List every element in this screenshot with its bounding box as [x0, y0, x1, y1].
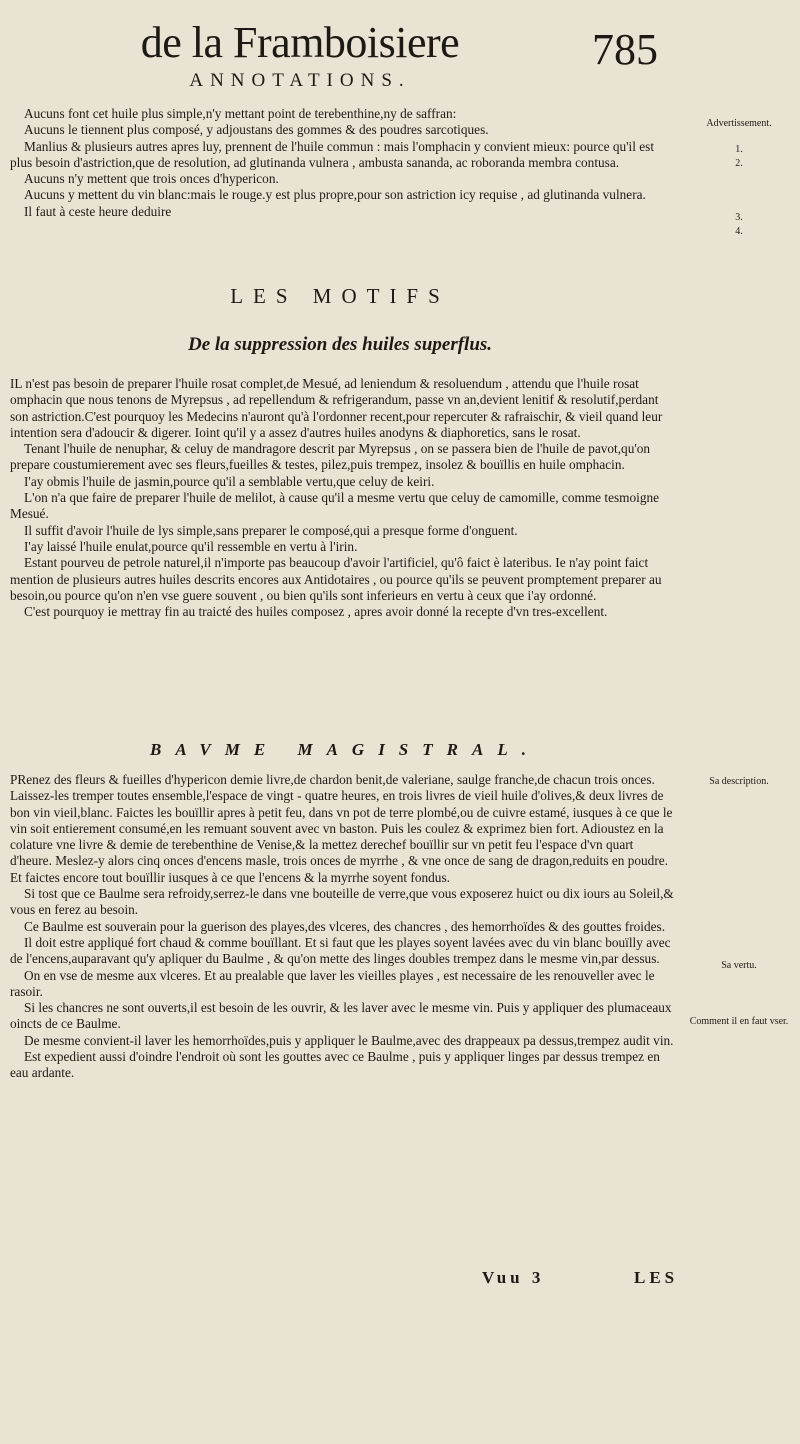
baume-paragraph-5: On en vse de mesme aux vlceres. Et au prealable que laver les vieilles playes , est necessaire de les renouveller avec le rasoir. [10, 967, 655, 999]
annotation-1: Aucuns font cet huile plus simple,n'y mettant point de terebenthine,ny de saffran: [24, 106, 457, 121]
running-head: de la Framboisiere [140, 18, 460, 67]
catchword: LES [634, 1268, 679, 1287]
motifs-paragraph-3: I'ay obmis l'huile de jasmin,pource qu'il a semblable vertu,que celuy de keiri. [24, 473, 435, 489]
annotation-6: Il faut à ceste heure deduire [24, 203, 172, 219]
baume-paragraph-6: Si les chancres ne sont ouverts,il est besoin de les ouvrir, & les laver avec le mesme vin. Puis y appliquer des plumaceaux oincts de ce Baulme. [10, 1000, 672, 1032]
motifs-paragraph-5: Il suffit d'avoir l'huile de lys simple,sans preparer le composé,qui a presque forme d'onguent. [24, 522, 518, 538]
baume-paragraph-2: Si tost que ce Baulme sera refroidy,serrez-le dans vne bouteille de verre,que vous exposerez huict ou dix iours au Soleil,& vous en ferez au besoin. [10, 886, 674, 918]
annotation-4: Aucuns n'y mettent que trois onces d'hypericon. [24, 171, 279, 187]
motifs-paragraph-2: Tenant l'huile de nenuphar, & celuy de mandragore descrit par Myrepsus , on se passera bien de l'huile de pavot,qu'on prepare coustumierement avec ses fleurs,fueilles & testes, pilez,puis trempez, insolez & bouïllis en huile omphacin. [10, 441, 651, 473]
baume-paragraph-7: De mesme convient-il laver les hemorrhoïdes,puis y appliquer le Baulme,avec des drappeaux pa dessus,trempez audit vin. [24, 1032, 674, 1048]
motifs-heading: LES MOTIFS [230, 284, 450, 308]
signature-mark: Vuu 3 [482, 1268, 545, 1287]
margin-note-advertissement: Advertissement. [706, 118, 772, 129]
annotations-heading: ANNOTATIONS. [189, 70, 411, 91]
annotations-block [10, 106, 678, 220]
motifs-paragraph-4: L'on n'a que faire de preparer l'huile de melilot, à cause qu'il a mesme vertu que celuy de camomille, comme tesmoigne Mesué. [10, 490, 660, 522]
motifs-paragraph-8: C'est pourquoy ie mettray fin au traicté des huiles composez , apres avoir donné la recepte d'vn tres-excellent. [24, 604, 608, 620]
motifs-paragraph-7: Estant pourveu de petrole naturel,il n'importe pas beaucoup d'avoir l'artificiel, qu'ô faict è lateribus. Ie n'ay point faict mention de plusieurs autres huiles descrits encores aux Antidotaires , ou pource qu'ils se peuvent promptement preparer au besoin,ou pource qu'on n'en vse guere souvent , ou bien qu'ils sont inferieurs en vertu à ceux que i'ay ordonné. [10, 555, 662, 603]
margin-note-3: 3. [735, 212, 743, 223]
motifs-subtitle: De la suppression des huiles superflus. [187, 334, 493, 355]
page-number: 785 [592, 25, 658, 74]
margin-note-vertu: Sa vertu. [721, 960, 757, 971]
baume-heading: BAVME MAGISTRAL. [150, 740, 540, 759]
annotation-3: Manlius & plusieurs autres apres luy, prennent de l'huile commun : mais l'omphacin y convient mieux: pource qu'il est plus besoin d'astriction,que de resolution, ad glutinanda vulnera , ambusta sananda, ac roboranda membra contusa. [10, 138, 655, 170]
baume-block [10, 772, 678, 1082]
motifs-paragraph-1: IL n'est pas besoin de preparer l'huile rosat complet,de Mesué, ad leniendum & resoluendum , attendu que l'huile rosat omphacin que nous tenons de Myrepsus , ad repellendum & refrigerandum, passe vn an,devient lenitif & resolutif,perdant son astriction.C'est pourquoy les Medecins n'auront qu'à l'ordonner recent,pour repercuter & rafraischir, & vieil quand leur intention sera d'adoucir & digerer. Ioint qu'il y a assez d'autres huiles anodyns & diaphoretics, sans le rosat. [10, 376, 663, 440]
margin-note-4: 4. [735, 226, 743, 237]
margin-note-usage: Comment il en faut vser. [689, 1016, 789, 1027]
motifs-paragraph-6: I'ay laissé l'huile enulat,pource qu'il ressemble en vertu à l'irin. [24, 538, 358, 554]
motifs-block [10, 376, 678, 620]
annotation-5: Aucuns y mettent du vin blanc:mais le rouge.y est plus propre,pour son astriction icy requise , ad glutinanda vulnera. [24, 187, 646, 203]
baume-paragraph-8: Est expedient aussi d'oindre l'endroit où sont les gouttes avec ce Baulme , puis y appliquer linges par dessus trempez en eau ardante. [10, 1049, 660, 1081]
annotation-2: Aucuns le tiennent plus composé, y adjoustans des gommes & des poudres sarcotiques. [24, 122, 489, 138]
baume-paragraph-1: PRenez des fleurs & fueilles d'hypericon demie livre,de chardon benit,de valeriane, saulge franche,de chacun trois onces. Laissez-les tremper toutes ensemble,l'espace de vingt - quatre heures, en trois livres de vieil huile d'olives,& deux livres de bon vin vieil,blanc. Faictes les bouïllir apres à petit feu, dans vn pot de terre plombé,ou de cuivre estamé, iusques à ce que le vin soit entierement consumé,en les remuant souvent avec vn baston. Puis les coulez & exprimez bien fort. Adioustez en la colature vne livre & demie de terebenthine de Venise,& la mettez derechef bouïllir sur vn petit feu l'espace d'vn quart d'heure. Meslez-y alors cinq onces d'encens masle, trois onces de myrrhe , & vne once de sang de dragon,reduits en poudre. Et faictes encore tout bouïllir iusques à ce que l'encens & la myrrhe soyent fondus. [10, 772, 673, 885]
baume-paragraph-3: Ce Baulme est souverain pour la guerison des playes,des vlceres, des chancres , des hemorrhoïdes & des gouttes froides. [24, 918, 666, 934]
margin-note-1: 1. [735, 144, 743, 155]
margin-note-2: 2. [735, 158, 743, 169]
margin-note-description: Sa description. [709, 776, 769, 787]
baume-paragraph-4: Il doit estre appliqué fort chaud & comme bouïllant. Et si faut que les playes soyent lavées avec du vin blanc bouïlly avec de l'encens,auparavant qu'y apliquer du Baulme , & qu'on mette des linges doubles trempez dans le mesme vin,par dessus. [10, 934, 671, 967]
